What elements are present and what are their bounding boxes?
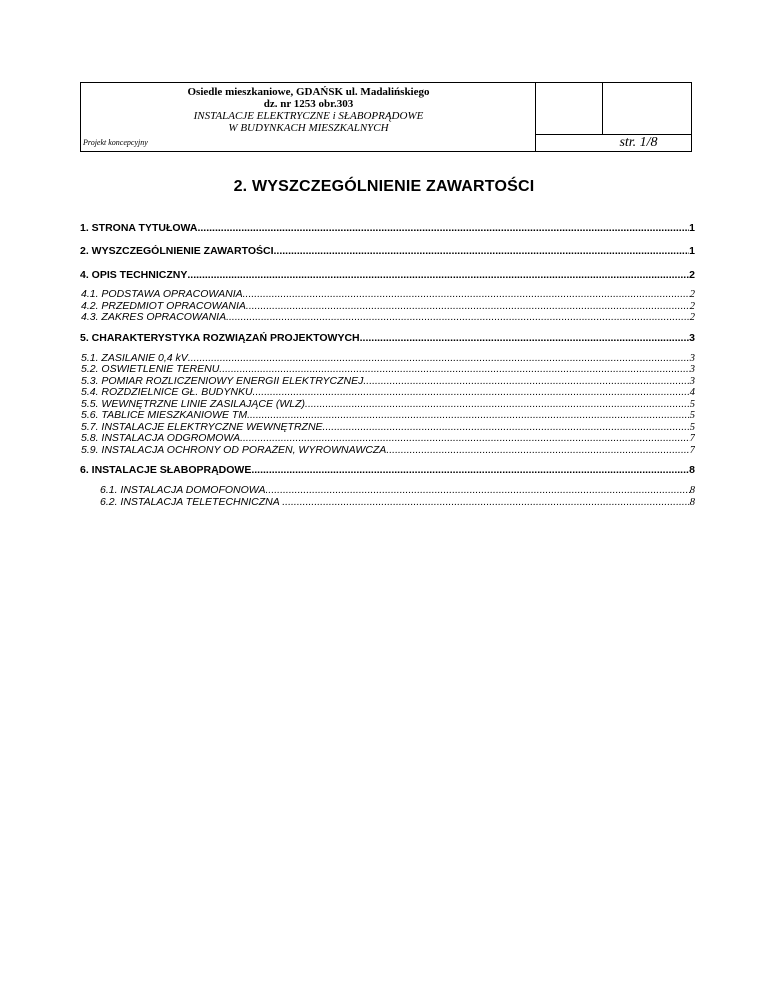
toc-entry-5-4[interactable] <box>80 387 695 399</box>
toc-entry-6-2[interactable] <box>80 497 695 509</box>
toc-entry-5[interactable] <box>80 332 695 344</box>
toc-entry-page: 1 <box>689 222 695 234</box>
toc-entry-title: 2. WYSZCZEGÓLNIENIE ZAWARTOŚCI <box>80 245 274 257</box>
toc-entry-5-3[interactable] <box>80 376 695 388</box>
header-scope-line1: INSTALACJE ELEKTRYCZNE i SŁABOPRĄDOWE <box>193 110 424 122</box>
toc-entry-page: 5 <box>689 398 695 410</box>
toc-entry-page: 5 <box>689 421 695 433</box>
toc-entry-2[interactable] <box>80 245 695 257</box>
header-project-name: Osiedle mieszkaniowe, GDAŃSK ul. Madalińskiego <box>187 86 430 98</box>
toc-entry-4-1[interactable] <box>80 289 695 301</box>
document-header-table <box>80 82 692 152</box>
toc-entry-page: 3 <box>689 331 695 344</box>
toc-entry-page: 7 <box>689 433 695 444</box>
toc-entry-title: 4.1. PODSTAWA OPRACOWANIA <box>81 289 243 300</box>
toc-entry-1[interactable] <box>80 222 695 234</box>
toc-entry-title: 5.4. ROZDZIELNICE GŁ. BUDYNKU <box>81 387 253 398</box>
toc-entry-title: 5.5. WEWNĘTRZNE LINIE ZASILAJĄCE (WLZ) <box>81 398 306 410</box>
toc-entry-page: 2 <box>689 289 695 300</box>
toc-entry-title: 5.3. POMIAR ROZLICZENIOWY ENERGII ELEKTRYCZNEJ <box>81 375 364 387</box>
toc-entry-page: 3 <box>689 364 695 375</box>
toc-entry-page: 4 <box>689 387 695 398</box>
header-empty-cell-b <box>603 83 691 134</box>
header-empty-cell-a <box>536 83 603 134</box>
toc-entry-5-1[interactable] <box>80 353 695 365</box>
toc-entry-title: 4.2. PRZEDMIOT OPRACOWANIA <box>81 300 246 312</box>
toc-entry-page: 8 <box>689 485 695 496</box>
toc-entry-5-7[interactable] <box>80 422 695 434</box>
toc-entry-title: 6.2. INSTALACJA TELETECHNICZNA . <box>100 496 286 508</box>
toc-entry-4-3[interactable] <box>80 312 695 324</box>
toc-entry-page: 2 <box>689 300 695 312</box>
toc-entry-5-6[interactable] <box>80 410 695 422</box>
toc-entry-page: 1 <box>689 245 695 257</box>
toc-entry-5-8[interactable] <box>80 433 695 445</box>
toc-entry-page: 8 <box>689 496 695 508</box>
table-of-contents <box>80 222 695 508</box>
header-project-type: Projekt koncepcyjny <box>83 138 148 147</box>
toc-entry-title: 5.6. TABLICE MIESZKANIOWE TM <box>81 410 248 421</box>
header-plot-number: dz. nr 1253 obr.303 <box>263 98 354 110</box>
toc-entry-title: 4.3. ZAKRES OPRACOWANIA <box>81 312 227 323</box>
toc-entry-title: 5.8. INSTALACJA ODGROMOWA <box>81 433 241 444</box>
header-page-number: str. 1/8 <box>536 134 691 151</box>
toc-entry-page: 2 <box>689 269 695 281</box>
toc-entry-title: 5.7. INSTALACJE ELEKTRYCZNE WEWNĘTRZNE. <box>81 421 326 433</box>
toc-entry-page: 8 <box>689 464 695 476</box>
toc-entry-title: 5.2. OŚWIETLENIE TERENU <box>81 364 220 375</box>
toc-entry-page: 2 <box>689 312 695 323</box>
toc-entry-title: 5.9. INSTALACJA OCHRONY OD PORAŻEŃ, WYRÓWNAWCZA <box>81 444 387 456</box>
toc-entry-5-5[interactable] <box>80 399 695 411</box>
toc-entry-6-1[interactable] <box>80 485 695 497</box>
header-right-block <box>536 83 691 151</box>
toc-entry-title: 6.1. INSTALACJA DOMOFONOWA <box>100 485 266 496</box>
toc-entry-4-2[interactable] <box>80 301 695 313</box>
toc-entry-title: 5. CHARAKTERYSTYKA ROZWIĄZAŃ PROJEKTOWYCH. <box>80 331 363 344</box>
toc-entry-page: 5 <box>689 410 695 421</box>
toc-entry-6[interactable] <box>80 464 695 476</box>
toc-entry-page: 3 <box>689 352 695 364</box>
toc-entry-title: 1. STRONA TYTUŁOWA <box>80 222 198 234</box>
header-title-cell <box>81 83 536 151</box>
toc-entry-4[interactable] <box>80 269 695 281</box>
toc-entry-title: 4. OPIS TECHNICZNY <box>80 269 188 281</box>
toc-entry-title: 6. INSTALACJE SŁABOPRĄDOWE. <box>80 464 255 476</box>
toc-entry-page: 3 <box>689 375 695 387</box>
toc-entry-5-9[interactable] <box>80 445 695 457</box>
toc-entry-page: 7 <box>689 444 695 456</box>
toc-entry-title: 5.1. ZASILANIE 0,4 kV <box>81 352 188 364</box>
toc-entry-5-2[interactable] <box>80 364 695 376</box>
header-scope-line2: W BUDYNKACH MIESZKALNYCH <box>228 122 389 134</box>
section-heading: 2. WYSZCZEGÓLNIENIE ZAWARTOŚCI <box>233 178 535 195</box>
